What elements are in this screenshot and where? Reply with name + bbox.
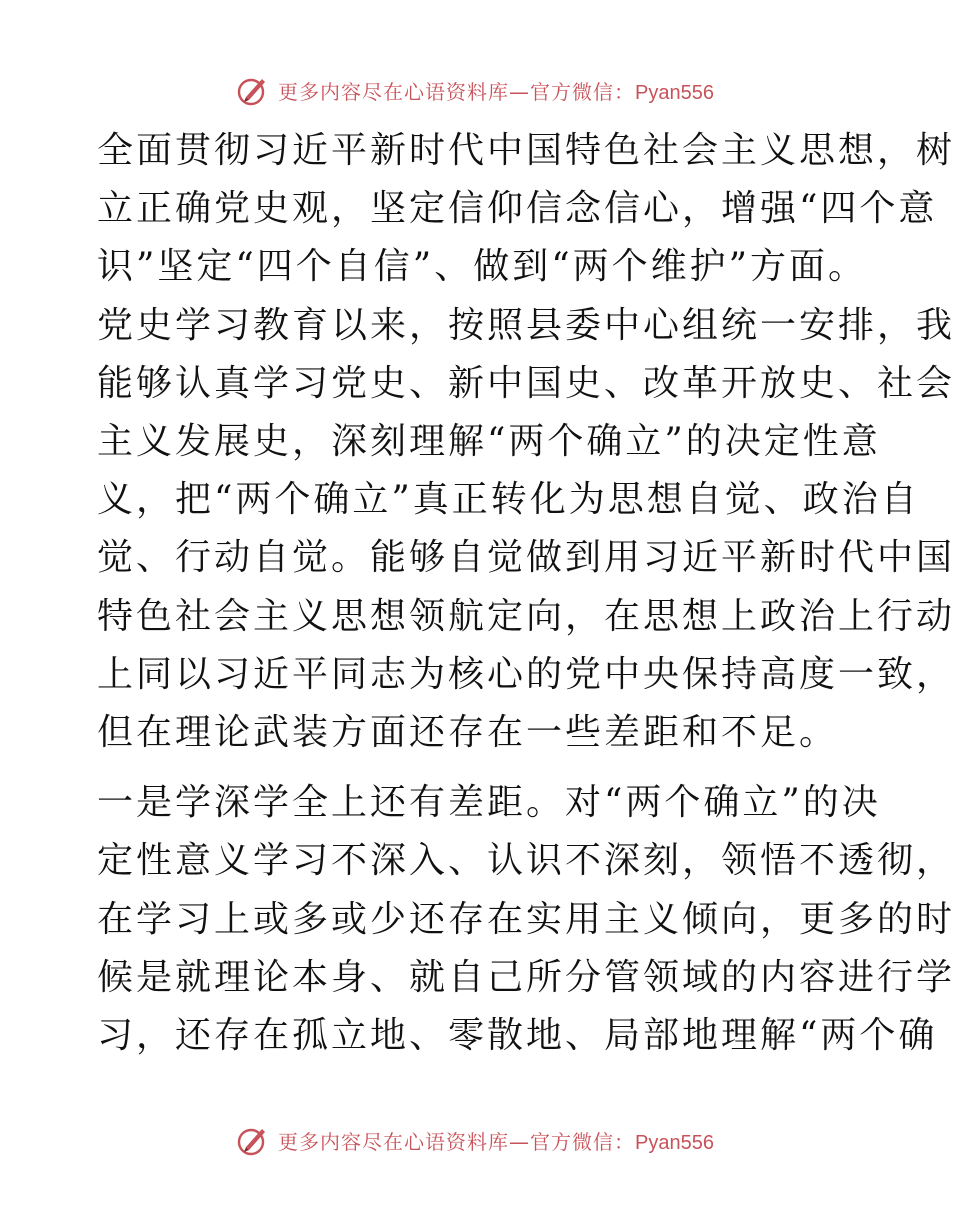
text-line: 能够认真学习党史、新中国史、改革开放史、社会: [97, 362, 955, 404]
text-line: 义，把“两个确立”真正转化为思想自觉、政治自: [97, 479, 920, 521]
text-line: 但在理论武装方面还存在一些差距和不足。: [97, 712, 839, 754]
quill-pen-logo-icon: [236, 73, 270, 107]
text-line: 立正确党史观，坚定信仰信念信心，增强“四个意: [97, 188, 938, 230]
text-line: 候是就理论本身、就自己所分管领域的内容进行学: [97, 956, 955, 998]
text-line: 定性意义学习不深入、认识不深刻，领悟不透彻，: [97, 840, 955, 882]
text-line: 上同以习近平同志为核心的党中央保持高度一致，: [97, 653, 955, 695]
text-line: 一是学深学全上还有差距。对“两个确立”的决: [97, 782, 881, 824]
watermark-wechat-id: Pyan556: [635, 81, 714, 104]
watermark-text: 更多内容尽在心语资料库—官方微信：Pyan556: [278, 1129, 714, 1154]
text-line: 觉、行动自觉。能够自觉做到用习近平新时代中国: [97, 537, 955, 579]
watermark-wechat-id: Pyan556: [635, 1131, 714, 1154]
text-line: 主义发展史，深刻理解“两个确立”的决定性意: [97, 421, 881, 463]
quill-pen-logo-icon: [236, 1123, 270, 1157]
text-line: 全面贯彻习近平新时代中国特色社会主义思想，树: [97, 130, 955, 171]
paragraph-1: [97, 122, 955, 762]
text-line: 特色社会主义思想领航定向，在思想上政治上行动: [97, 595, 955, 637]
paragraph-2: [97, 774, 955, 1065]
text-line: 习，还存在孤立地、零散地、局部地理解“两个确: [97, 1015, 938, 1057]
header-watermark: [0, 70, 950, 110]
footer-watermark: [0, 1120, 950, 1160]
document-body: [97, 122, 955, 1065]
text-line: 党史学习教育以来，按照县委中心组统一安排，我: [97, 304, 955, 346]
text-line: 识”坚定“四个自信”、做到“两个维护”方面。: [97, 246, 868, 288]
watermark-text: 更多内容尽在心语资料库—官方微信：Pyan556: [278, 79, 714, 104]
text-line: 在学习上或多或少还存在实用主义倾向，更多的时: [97, 898, 955, 940]
